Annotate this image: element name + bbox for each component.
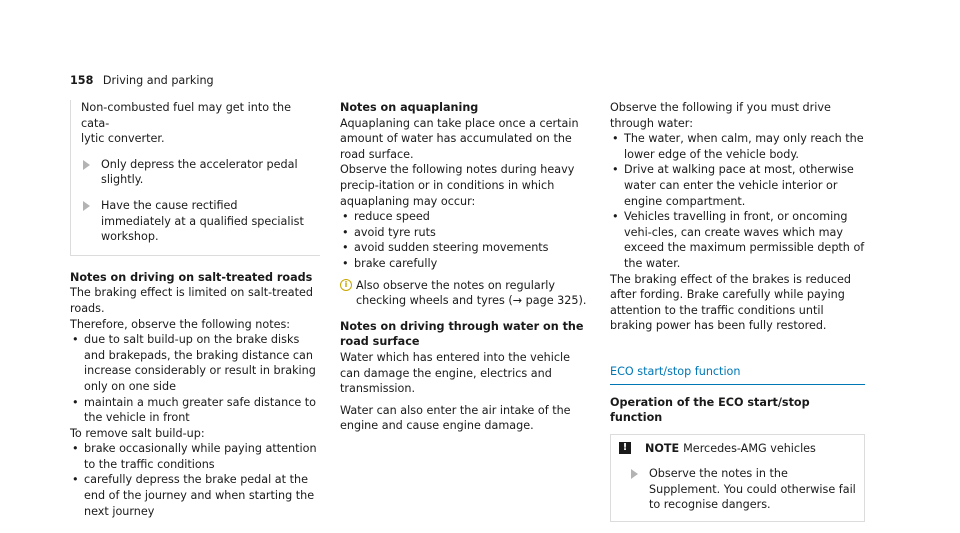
salt-heading: Notes on driving on salt-treated roads [70, 270, 313, 284]
aqua-text: Aquaplaning can take place once a certain amount of water has accumulated on the road surface. [340, 116, 579, 161]
step-arrow-icon [83, 201, 90, 211]
salt-observe: Therefore, observe the following notes: [70, 317, 291, 331]
step-arrow-icon [83, 160, 90, 170]
list-item: • avoid sudden steering movements [340, 240, 590, 256]
braking-text: The braking effect of the brakes is reduced after fording. Brake carefully while paying attention to the traffic conditions until braking power has been fully restored. [610, 272, 852, 333]
list-item: • carefully depress the brake pedal at the end of the journey and when starting the next journey [70, 472, 320, 519]
intro-text: Non-combusted fuel may get into the cata- lytic converter. [81, 101, 291, 146]
info-icon: i [340, 279, 352, 291]
aqua-list [340, 209, 590, 271]
list-item: • avoid tyre ruts [340, 225, 590, 241]
list-item: • brake occasionally while paying attention to the traffic conditions [70, 441, 320, 472]
note-title: Mercedes-AMG vehicles [683, 441, 816, 455]
water-list [610, 131, 865, 271]
info-note-text: Also observe the notes on regularly checking wheels and tyres (→ page 325). [356, 278, 587, 308]
info-note [340, 278, 590, 309]
list-item: • due to salt build-up on the brake disks and brakepads, the braking distance can increase considerably or result in braking only on one side [70, 332, 320, 394]
list-item: • brake carefully [340, 256, 590, 272]
exclamation-icon: ! [619, 442, 631, 454]
note-label: NOTE [645, 441, 680, 455]
step-item [71, 157, 320, 188]
remove-list [70, 441, 320, 519]
eco-heading: Operation of the ECO start/stop function [610, 395, 810, 425]
eco-section-title: ECO start/stop function [610, 364, 865, 385]
column-3 [610, 100, 865, 522]
list-item: • reduce speed [340, 209, 590, 225]
page-number: 158 [70, 74, 94, 87]
water-heading: Notes on driving through water on the road surface [340, 319, 584, 349]
list-item: • Vehicles travelling in front, or oncoming vehi-cles, can create waves which may exceed the maximum permissible depth of the water. [610, 209, 865, 271]
step-text: Observe the notes in the Supplement. You could otherwise fail to recognise dangers. [649, 467, 856, 512]
list-item: • Drive at walking pace at most, otherwise water can enter the vehicle interior or engine compartment. [610, 162, 865, 209]
note-box [610, 434, 865, 522]
list-item: • The water, when calm, may only reach the lower edge of the vehicle body. [610, 131, 865, 162]
aqua-observe: Observe the following notes during heavy precip-itation or in conditions in which aquaplaning may occur: [340, 163, 575, 208]
water-text-1: Water which has entered into the vehicle can damage the engine, electrics and transmission. [340, 350, 570, 396]
step-text: Have the cause rectified immediately at a qualified specialist workshop. [101, 198, 304, 244]
section-title: Driving and parking [102, 74, 214, 87]
salt-list [70, 332, 320, 426]
page-header [70, 73, 214, 89]
salt-text: The braking effect is limited on salt-treated roads. [70, 286, 314, 315]
step-text: Only depress the accelerator pedal slightly. [101, 157, 298, 187]
column-1 [70, 100, 320, 519]
step-item [619, 466, 856, 513]
water-text-2: Water can also enter the air intake of the engine and cause engine damage. [340, 403, 571, 433]
step-arrow-icon [631, 469, 638, 479]
aqua-heading: Notes on aquaplaning [340, 101, 479, 114]
column-2 [340, 100, 590, 434]
warning-continuation-box [70, 100, 320, 256]
step-item [71, 198, 320, 245]
remove-text: To remove salt build-up: [70, 426, 205, 440]
water-observe: Observe the following if you must drive through water: [610, 101, 831, 130]
list-item: • maintain a much greater safe distance to the vehicle in front [70, 395, 320, 426]
note-header [611, 435, 864, 461]
